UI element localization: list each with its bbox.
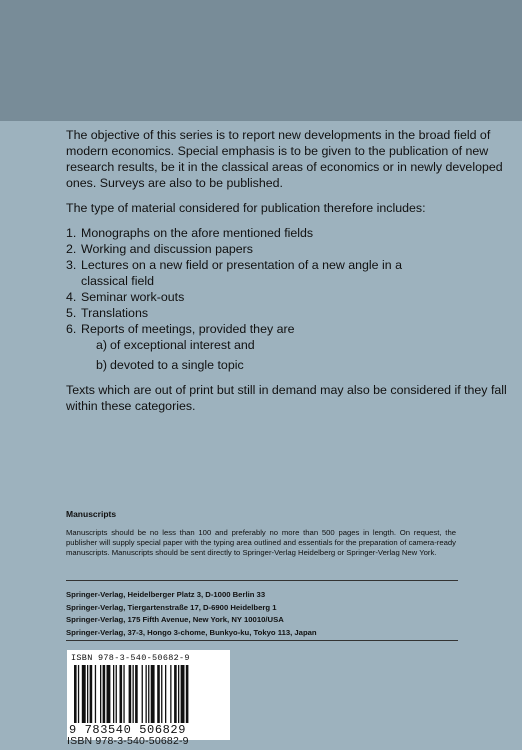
address-line: Springer-Verlag, Heidelberger Platz 3, D-1000 Berlin 33 <box>66 590 266 599</box>
manuscripts-text: Manuscripts should be no less than 100 and preferably no more than 500 pages in length. On request, the publisher will supply special paper with the typing area outlined and essentials for the preparation of camera-ready manuscripts. Manuscripts should be sent directly to Springer-Verlag Heidelberg or Springer-Verlag New York. <box>66 528 456 557</box>
list-text: Lectures on a new field or presentation of a new angle in a classical field <box>81 258 402 288</box>
sub-text: of exceptional interest and <box>110 338 255 352</box>
list-number: 3. <box>66 258 77 272</box>
barcode-bar <box>116 665 117 723</box>
barcode-bar <box>107 665 111 723</box>
barcode-bar <box>82 665 86 723</box>
barcode-bar <box>174 665 177 723</box>
intro-paragraph: The objective of this series is to report new developments in the broad field of modern economics. Special emphasis is to be given to the publication of new research results, be it in the classical areas of economics or in newly developed ones. Surveys are also to be published. <box>66 128 503 190</box>
list-item <box>66 289 516 305</box>
barcode-bar <box>74 665 77 723</box>
list-text: Monographs on the afore mentioned fields <box>81 226 314 240</box>
barcode-bar <box>78 665 79 723</box>
barcode-bar <box>170 665 171 723</box>
series-description <box>66 127 516 423</box>
publisher-addresses <box>66 589 317 639</box>
barcode-bar <box>151 665 155 723</box>
list-item <box>66 321 516 373</box>
address-line: Springer-Verlag, 175 Fifth Avenue, New York, NY 10010/USA <box>66 615 284 624</box>
sub-list-item <box>81 357 516 373</box>
barcode-bar <box>135 665 138 723</box>
barcode-bar <box>90 665 93 723</box>
address-line: Springer-Verlag, Tiergartenstraße 17, D-6900 Heidelberg 1 <box>66 602 277 612</box>
divider-top <box>66 580 458 581</box>
barcode-bar <box>133 665 134 723</box>
barcode-bar <box>120 665 123 723</box>
closing-paragraph: Texts which are out of print but still in demand may also be considered if they fall within these categories. <box>66 383 507 413</box>
barcode-bar <box>165 665 166 723</box>
barcode-bar <box>178 665 179 723</box>
barcode-bars <box>72 665 225 725</box>
barcode-bar <box>157 665 160 723</box>
barcode-bar <box>103 665 106 723</box>
list-number: 6. <box>66 322 77 336</box>
barcode-bar <box>148 665 149 723</box>
list-number: 1. <box>66 226 77 240</box>
isbn-top-text: ISBN 978-3-540-50682-9 <box>71 653 190 663</box>
list-text: Translations <box>81 306 149 320</box>
sub-letter: a) <box>96 338 108 352</box>
list-number: 5. <box>66 306 77 320</box>
sub-list <box>81 337 516 373</box>
material-intro: The type of material considered for publication therefore includes: <box>66 201 426 215</box>
barcode-digits: 9 783540 506829 <box>69 723 187 737</box>
barcode-bar <box>142 665 143 723</box>
manuscripts-heading: Manuscripts <box>66 509 117 519</box>
list-text: Working and discussion papers <box>81 242 253 256</box>
list-number: 2. <box>66 242 77 256</box>
list-text: Seminar work-outs <box>81 290 185 304</box>
divider-bottom <box>66 640 458 641</box>
barcode-bar <box>113 665 114 723</box>
list-item <box>66 257 411 289</box>
sub-letter: b) <box>96 358 108 372</box>
barcode-bar <box>87 665 88 723</box>
isbn-bottom-text: ISBN 978-3-540-50682-9 <box>67 735 189 747</box>
sub-list-item <box>81 337 516 353</box>
barcode-bar <box>95 665 96 723</box>
material-list <box>66 225 516 373</box>
list-number: 4. <box>66 290 77 304</box>
list-item <box>66 241 516 257</box>
barcode-bar <box>100 665 101 723</box>
barcode-bar <box>186 665 189 723</box>
barcode-bar <box>181 665 185 723</box>
barcode-bar <box>123 665 124 723</box>
list-item <box>66 305 516 321</box>
sub-text: devoted to a single topic <box>110 358 244 372</box>
barcode-label <box>67 650 230 740</box>
top-color-band <box>0 0 522 121</box>
list-item <box>66 225 516 241</box>
list-text: Reports of meetings, provided they are <box>81 322 295 336</box>
barcode-bar <box>146 665 147 723</box>
barcode-bar <box>161 665 162 723</box>
barcode-bar <box>129 665 132 723</box>
address-line: Springer-Verlag, 37-3, Hongo 3-chome, Bunkyo-ku, Tokyo 113, Japan <box>66 627 317 637</box>
